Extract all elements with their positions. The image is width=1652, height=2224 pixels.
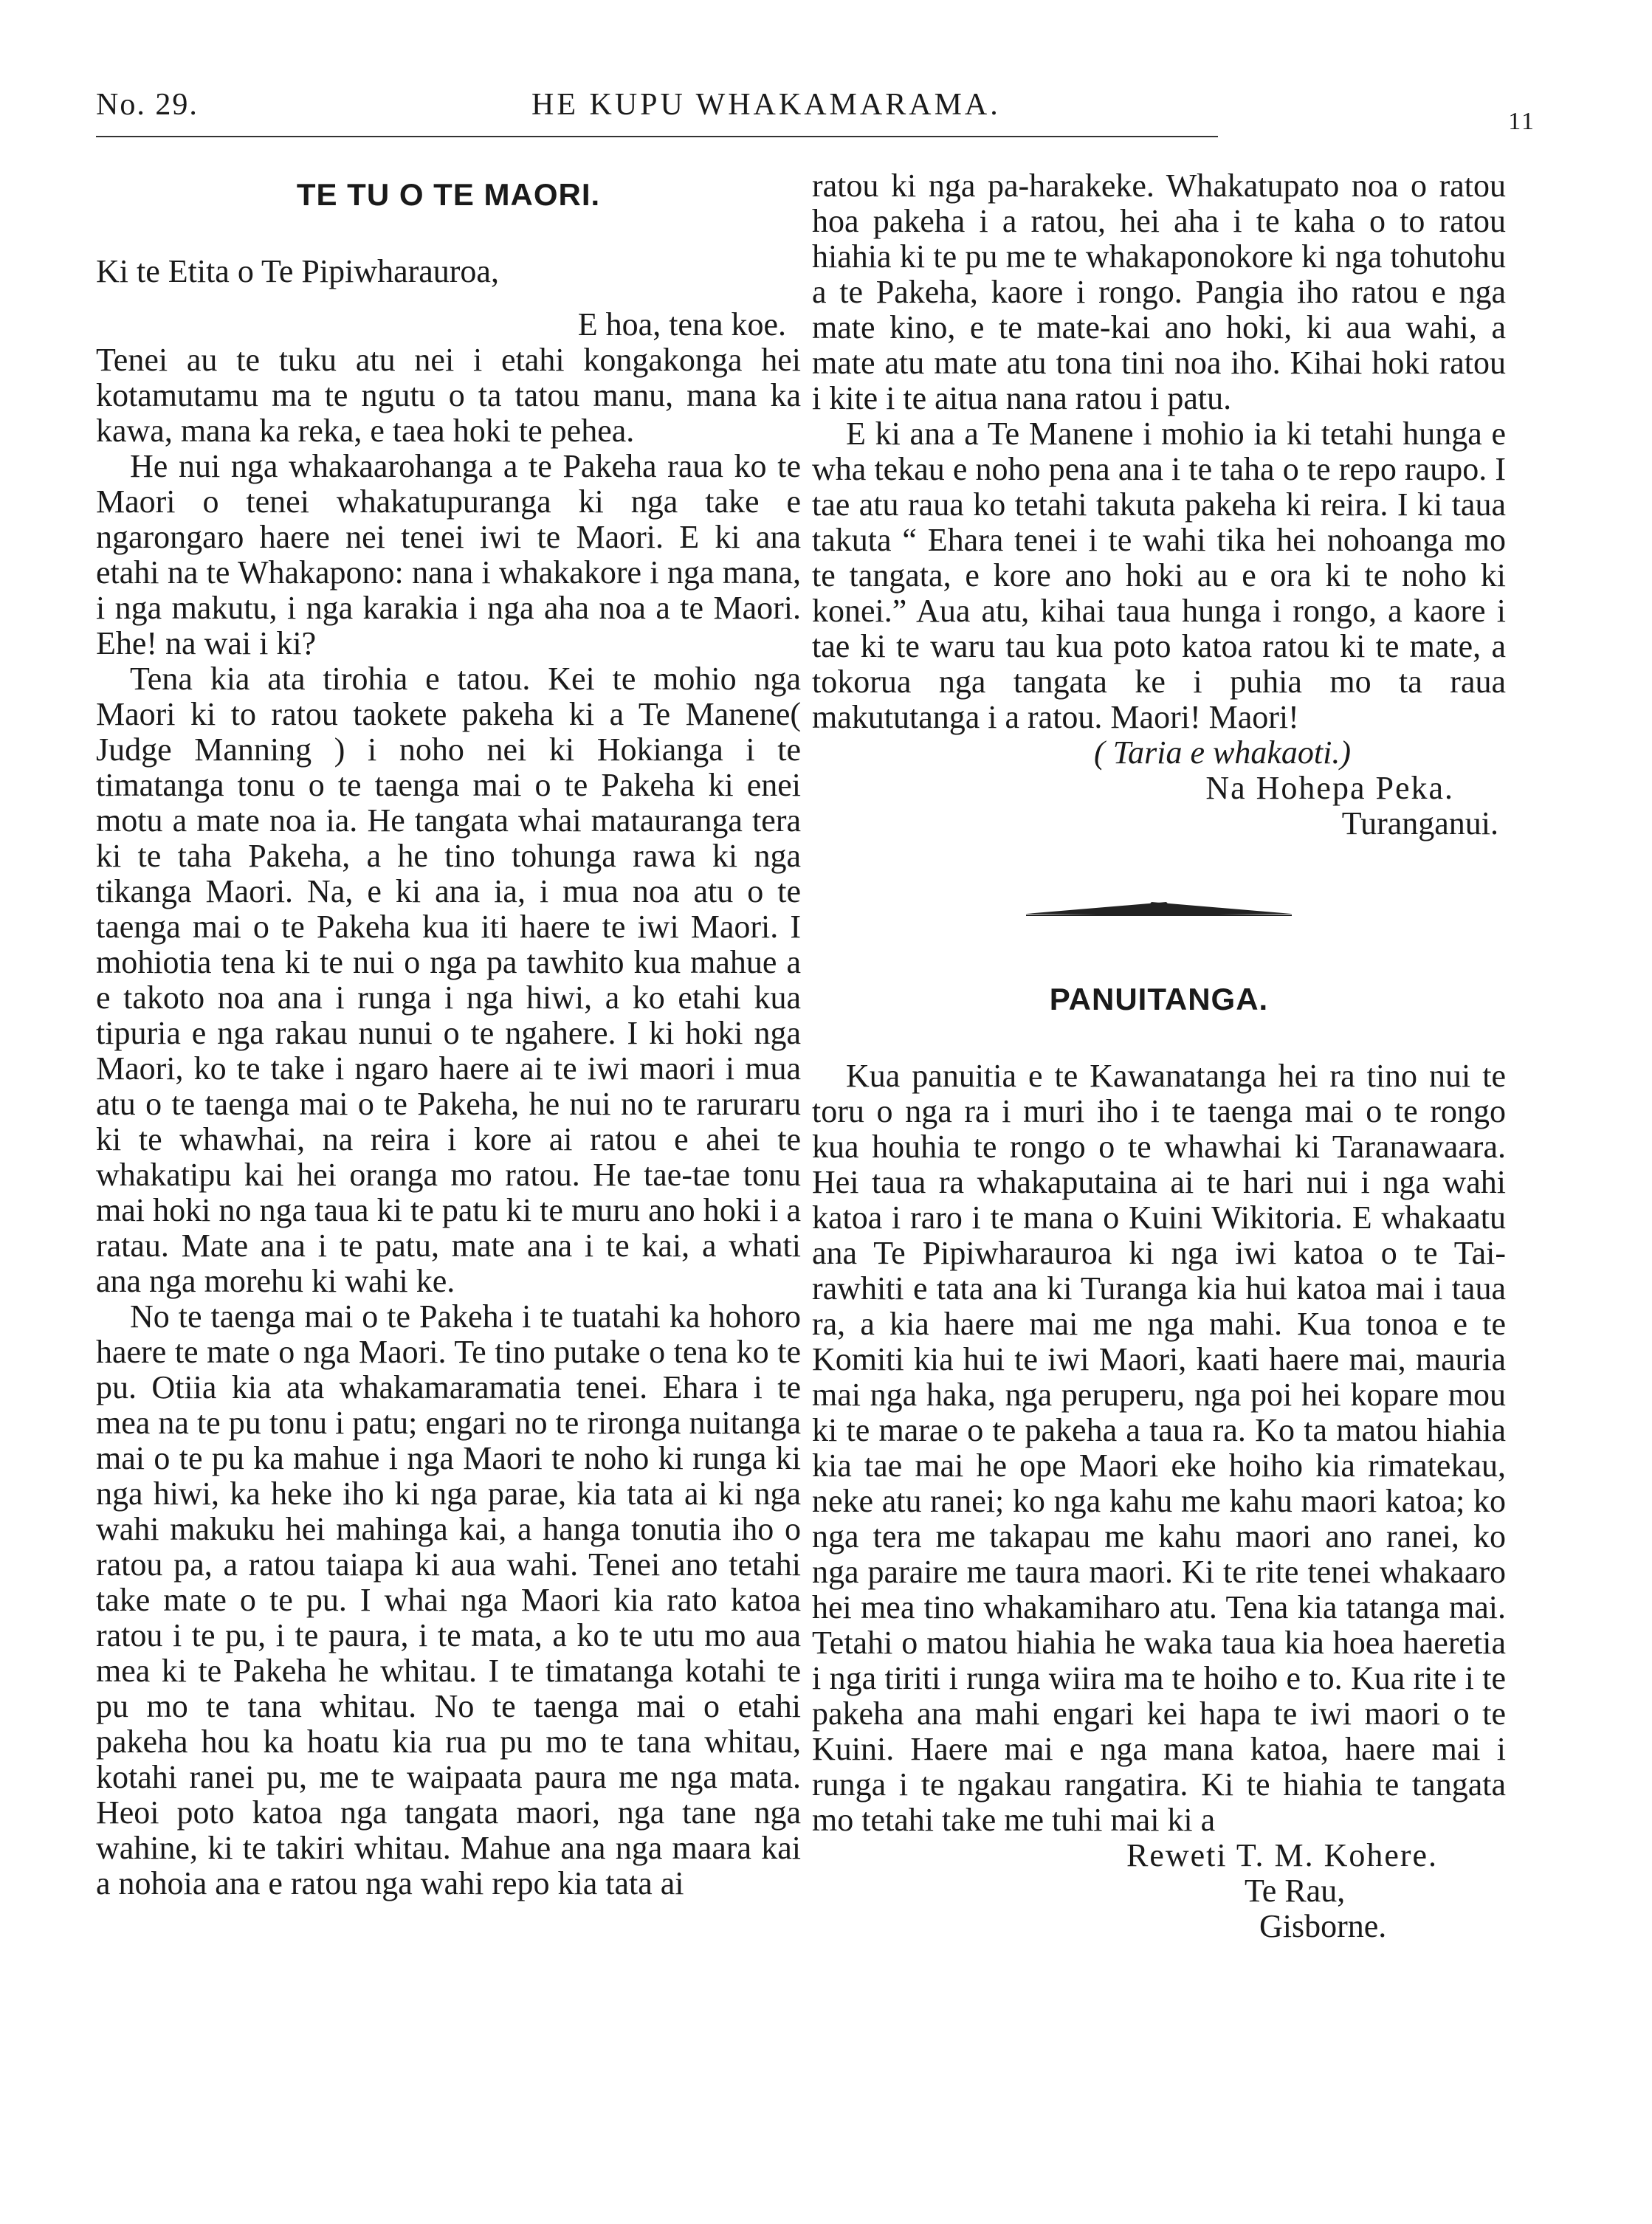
- author-signature: Na Hohepa Peka.: [1205, 770, 1454, 806]
- paragraph: Tena kia ata tirohia e tatou. Kei te mohio nga Maori ki to ratou taokete pakeha ki a Te Manene( Judge Manning ) i noho nei ki Hokianga i te timatanga tonu o te taenga mai o te Pakeha ki enei motu a mate noa ia. He tangata whai matauranga tera ki te taha Pakeha, a he tino tohunga rawa ki nga tikanga Maori. Na, e ki ana ia, i mua noa atu o te taenga mai o te Pakeha kua iti haere te iwi Maori. I mohiotia tena ki te nui o nga pa tawhito kua mahue a e takoto noa ana i runga i nga hiwi, a ko etahi kua tipuria e nga rakau nunui o te ngahere. I ki hoki nga Maori, ko te take i ngaro haere ai te iwi maori i mua atu o te taenga mai o te Pakeha, he nui no te raruraru ki te whawhai, na reira i kore ai ratou e ahei te whakatipu kai hei oranga mo ratou. He tae-tae tonu mai hoki no nga taua ki te patu ki te muru ano hoki i a ratau. Mate ana i te patu, mate ana i te kai, a whati ana nga morehu ki wahi ke.: [96, 661, 801, 1299]
- notice-place: Te Rau,: [1245, 1873, 1346, 1909]
- left-column: [96, 168, 801, 1901]
- page-header: [96, 87, 1535, 139]
- salutation: Ki te Etita o Te Pipiwharauroa,: [96, 253, 499, 289]
- divider-ornament-icon: [1026, 886, 1292, 937]
- paragraph: He nui nga whakaarohanga a te Pakeha raua ko te Maori o tenei whakatupuranga ki nga take e ngarongaro haere nei tenei iwi te Maori. E ki ana etahi na te Whakapono: nana i whakakore i nga mana, i nga makutu, i nga karakia i nga aha noa a te Maori. Ehe! na wai i ki?: [96, 448, 801, 661]
- right-column: [812, 168, 1506, 1944]
- running-title: HE KUPU WHAKAMARAMA.: [531, 88, 1001, 122]
- greeting: E hoa, tena koe.: [577, 306, 786, 342]
- page-number: 11: [1508, 108, 1535, 135]
- notice-signature: Reweti T. M. Kohere.: [1126, 1837, 1439, 1873]
- issue-number: No. 29.: [96, 88, 199, 122]
- notice-text: Kua panuitia e te Kawanatanga hei ra tino nui te toru o nga ra i muri iho i te taenga mai o te rongo kua houhia te rongo o te whawhai ki Taranawaara. Hei taua ra whakaputaina ai te hari nui i nga wahi katoa i raro i te mana o Kuini Wikitoria. E whakaatu ana Te Pipiwharauroa ki nga iwi katoa o te Tai-rawhiti e tata ana ki Turanga kia hui katoa mai i taua ra, a kia haere mai me nga mahi. Kua tonoa e te Komiti kia hui te iwi Maori, kaati haere mai, mauria mai nga haka, nga peruperu, nga poi hei kopare mou ki te marae o te pakeha a taua ra. Ko ta matou hiahia kia tae mai he ope Maori eke hoiho kia rimatekau, neke atu ranei; ko nga kahu me kahu maori katoa; ko nga tera me takapau me kahu maori ano ranei, ko nga paraire me taura maori. Ki te rite tenei whakaaro hei mea tino whakamiharo atu. Tena kia tatanga mai. Tetahi o matou hiahia he waka taua kia hoea haeretia i nga tiriti i runga wiira ma te hoiho e to. Kua rite i te pakeha ana mahi engari kei hapa te iwi maori o te Kuini. Haere mai e nga mana katoa, haere mai i runga i te ngakau rangatira. Ki te hiahia te tangata mo tetahi take me tuhi mai ki a: [812, 1058, 1506, 1838]
- article-heading: TE TU O TE MAORI.: [296, 177, 601, 212]
- paragraph: No te taenga mai o te Pakeha i te tuatahi ka hohoro haere te mate o nga Maori. Te tino putake o tena ko te pu. Otiia kia ata whakamaramatia tenei. Ehara i te mea na te pu tonu i patu; engari no te rironga nuitanga mai o te pu ka mahue i nga Maori te noho ki runga ki nga hiwi, ka heke iho ki nga parae, kia tata ai ki nga wahi makuku hei mahinga kai, a hanga tonutia iho o ratou pa, a ratou taiapa ki aua wahi. Tenei ano tetahi take mate o te pu. I whai nga Maori kia rato katoa ratou i te pu, i te paura, i te mata, a ko te utu mo aua mea ki te Pakeha he whitau. I te timatanga kotahi te pu mo te tana whitau. No te taenga mai o etahi pakeha hou ka hoatu kia rua pu mo te tana whitau, kotahi ranei pu, me te waipaata paura me nga mata. Heoi poto katoa nga tangata maori, nga tane nga wahine, ki te takiri whitau. Mahue ana nga maara kai a nohoia ana e ratou nga wahi repo kia tata ai: [96, 1298, 801, 1901]
- paragraph: Tenei au te tuku atu nei i etahi kongakonga hei kotamutamu ma te ngutu o ta tatou manu, mana ka kawa, mana ka reka, e taea hoki te pehea.: [96, 342, 801, 449]
- continued-note: ( Taria e whakaoti.): [1094, 734, 1351, 771]
- header-rule: [96, 136, 1218, 137]
- notice-town: Gisborne.: [1259, 1908, 1387, 1944]
- paragraph: E ki ana a Te Manene i mohio ia ki tetahi hunga e wha tekau e noho pena ana i te taha o te repo raupo. I tae atu raua ko tetahi takuta pakeha ki reira. I ki taua takuta “ Ehara tenei i te wahi tika hei nohoanga mo te tangata, e kore ano hoki au e ora ki te noho ki konei.” Aua atu, kihai taua hunga i rongo, a kaore i tae ki te waru tau kua poto katoa ratou ki te mate, a tokorua nga tangata ke i puhia mo ta raua makututanga i a ratou. Maori! Maori!: [812, 416, 1506, 735]
- paragraph: ratou ki nga pa-harakeke. Whakatupato noa o ratou hoa pakeha i a ratou, hei aha i te kaha o to ratou hiahia ki te pu me te whakaponokore ki nga tohutohu a te Pakeha, kaore i rongo. Pangia iho ratou e nga mate kino, e te mate-kai ano hoki, ki aua wahi, a mate atu mate atu tona tini noa iho. Kihai hoki ratou i kite i te aitua nana ratou i patu.: [812, 168, 1506, 416]
- section-divider-ornament: [812, 886, 1506, 945]
- author-place: Turanganui.: [1341, 805, 1498, 841]
- notice-heading: PANUITANGA.: [1049, 982, 1269, 1016]
